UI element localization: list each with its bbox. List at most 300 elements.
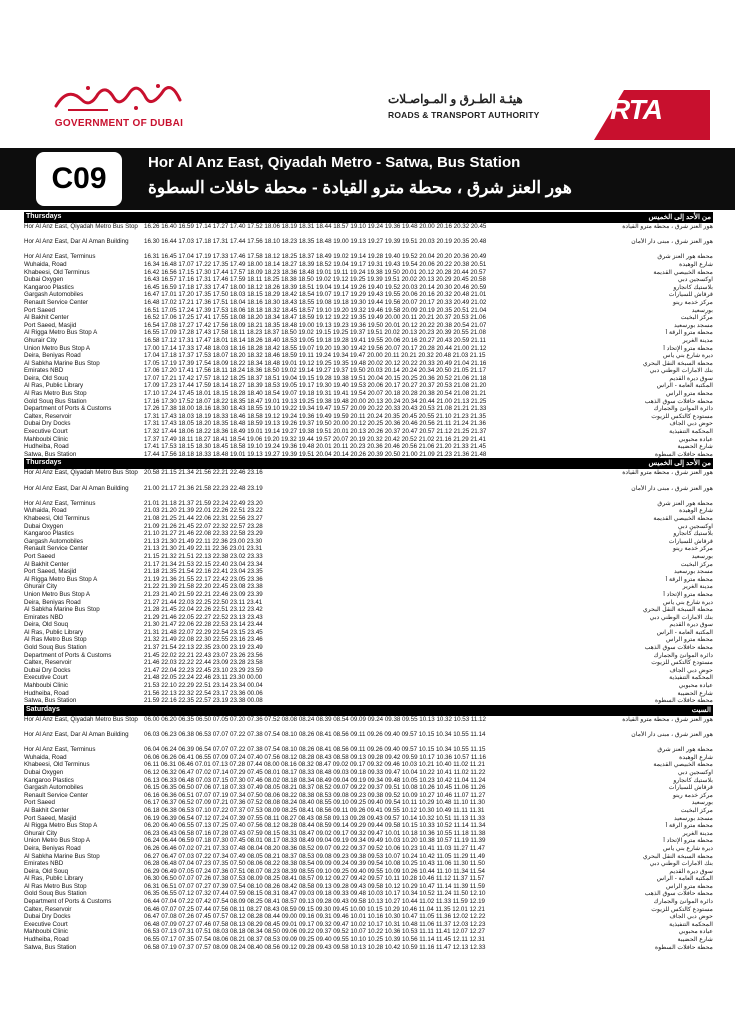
stop-name-arabic: اوكسجين دبي xyxy=(677,768,713,776)
stop-name-english: Al Bakhit Center xyxy=(24,314,69,322)
stop-name-arabic: شارع الوهيدة xyxy=(679,260,713,268)
departure-times: 06.44 07.04 07.22 07.42 07.54 08.09 08.25 08.41 08.57 09.13 09.28 09.43 09.58 10.13 10.27 10.44 11.02 11.33 11.59 12.19 xyxy=(144,898,485,906)
table-row xyxy=(24,697,713,705)
departure-times: 21.29 21.46 22.05 22.27 22.52 23.13 23.43 xyxy=(144,613,263,621)
stop-name-arabic: محطة حافلات السطوة xyxy=(655,450,713,458)
stop-name-arabic: حوض دبي الجاف xyxy=(669,913,713,921)
departure-times: 06.03 06.23 06.38 06.53 07.07 07.22 07.38 07.54 08.10 08.26 08.41 08.56 09.11 09.26 09.40 09.57 10.15 10.34 10.55 11.14 xyxy=(144,731,486,738)
stop-name-english: Deira, Beniyas Road xyxy=(24,598,81,606)
stop-name-english: Executive Court xyxy=(24,920,68,928)
stop-name-arabic: دائرة الموانئ والجمارك xyxy=(653,898,713,906)
departure-times: 06.47 07.08 07.26 07.45 07.57 08.12 08.28 08.44 09.00 09.16 09.31 09.46 10.01 10.16 10.30 10.47 11.05 11.36 12.02 12.22 xyxy=(144,913,486,921)
departure-times: 06.26 06.46 07.02 07.21 07.33 07.48 08.04 08.20 08.36 08.52 09.07 09.22 09.37 09.52 10.06 10.23 10.41 11.03 11.27 11.47 xyxy=(144,844,485,852)
departure-times: 17.05 17.19 17.39 17.54 18.09 18.22 18.34 18.48 19.01 19.12 19.25 19.35 19.48 20.02 20.12 20.22 20.33 20.49 21.04 21.16 xyxy=(144,359,487,367)
stop-name-english: Hor Al Anz East, Dar Al Aman Building xyxy=(24,238,129,246)
departure-times: 06.31 06.51 07.07 07.27 07.39 07.54 08.10 08.26 08.42 08.58 09.13 09.28 09.43 09.58 10.12 10.29 10.47 11.14 11.39 11.59 xyxy=(144,882,485,890)
stop-name-arabic: هور العنز شرق ، محطة مترو القيادة xyxy=(622,223,713,230)
table-row xyxy=(24,667,713,675)
table-row xyxy=(24,716,713,731)
table-row xyxy=(24,659,713,667)
stop-name-arabic: مركز خدمة رينو xyxy=(672,298,713,306)
table-row xyxy=(24,367,713,375)
stop-name-english: Dubai Dry Docks xyxy=(24,420,71,428)
stop-name-arabic: عيادة محبوبي xyxy=(678,435,713,443)
stop-name-arabic: مدينة الغرير xyxy=(682,583,713,591)
stop-name-arabic: مركز خدمة رينو xyxy=(672,545,713,553)
stop-name-arabic: مستودع كالتكس للزيوت xyxy=(651,412,713,420)
stop-name-arabic: قرقاش للسيارات xyxy=(668,784,713,792)
departure-times: 06.24 06.44 06.59 07.18 07.30 07.45 08.01 08.17 08.33 08.49 09.04 09.19 09.34 09.49 10.03 10.20 10.38 10.57 11.19 11.39 xyxy=(144,837,486,845)
schedule-day-header xyxy=(24,458,713,469)
rta-badge-text: RTA xyxy=(610,94,662,125)
table-row xyxy=(24,769,713,777)
table-row xyxy=(24,530,713,538)
stop-name-arabic: محطة حافلات السطوة xyxy=(655,943,713,951)
day-label-english: Thursdays xyxy=(26,459,62,467)
stop-name-english: Caltex, Reservoir xyxy=(24,412,72,420)
stop-name-arabic: ديرة شارع بني ياس xyxy=(663,352,713,360)
departure-times: 17.37 17.49 18.11 18.27 18.41 18.54 19.06 19.20 19.32 19.44 19.57 20.07 20.19 20.32 20.42 20.52 21.02 21.16 21.29 21.41 xyxy=(144,435,486,443)
table-row xyxy=(24,621,713,629)
stop-name-english: Al Sabkha Marine Bus Stop xyxy=(24,606,100,614)
stop-name-english: Gargash Automobiles xyxy=(24,784,84,792)
table-row xyxy=(24,223,713,238)
stop-name-arabic: محطة هور العنز شرق xyxy=(657,499,713,507)
table-row xyxy=(24,538,713,546)
departure-times: 17.26 17.38 18.00 18.16 18.30 18.43 18.55 19.10 19.22 19.34 19.47 19.57 20.09 20.22 20.33 20.43 20.53 21.08 21.21 21.33 xyxy=(144,405,487,413)
day-label-arabic: من الأحد إلى الخميس xyxy=(648,460,711,468)
departure-times: 06.16 06.36 06.51 07.07 07.19 07.34 07.50 08.06 08.22 08.38 08.53 09.08 09.23 09.38 09.52 10.09 10.27 10.46 11.07 11.27 xyxy=(144,791,486,799)
stop-name-arabic: شارع الحضيبة xyxy=(677,936,713,944)
stop-name-english: Hor Al Anz East, Qiyadah Metro Bus Stop xyxy=(24,715,138,723)
day-label-arabic: السبت xyxy=(691,706,711,714)
schedule-section xyxy=(24,458,713,704)
departure-times: 06.17 06.37 06.52 07.09 07.21 07.36 07.52 08.08 08.24 08.40 08.55 09.10 09.25 09.40 09.54 10.11 10.29 10.48 11.10 11.30 xyxy=(144,799,485,807)
table-row xyxy=(24,428,713,436)
table-row xyxy=(24,754,713,762)
table-row xyxy=(24,868,713,876)
table-row xyxy=(24,606,713,614)
table-row xyxy=(24,682,713,690)
table-row xyxy=(24,545,713,553)
stop-name-arabic: هور العنز شرق ، محطة مترو القيادة xyxy=(622,715,713,723)
stop-name-arabic: بورسعيد xyxy=(691,799,713,807)
stop-name-english: Hor Al Anz East, Qiyadah Metro Bus Stop xyxy=(24,223,138,230)
departure-times: 21.37 21.54 22.13 22.35 23.00 23.19 23.49 xyxy=(144,644,263,652)
stop-name-arabic: مستودع كالتكس للزيوت xyxy=(651,659,713,667)
table-row xyxy=(24,413,713,421)
stop-name-arabic: محطة مترو الراس xyxy=(665,636,713,644)
stop-name-english: Al Bakhit Center xyxy=(24,560,69,568)
stop-name-arabic: محطة حافلات سوق الذهب xyxy=(644,397,713,405)
stop-name-english: Deira, Old Souq xyxy=(24,867,69,875)
stop-name-arabic: بنك الامارات الوطني دبي xyxy=(649,613,713,621)
stop-name-english: Al Sabkha Marine Bus Stop xyxy=(24,359,100,367)
stop-name-english: Hor Al Anz East, Dar Al Aman Building xyxy=(24,731,129,738)
departure-times: 06.27 06.47 07.03 07.22 07.34 07.49 08.05 08.21 08.37 08.53 09.08 09.23 09.38 09.53 10.07 10.24 10.42 11.05 11.29 11.49 xyxy=(144,852,485,860)
table-row xyxy=(24,875,713,883)
departure-times: 06.20 06.40 06.55 07.13 07.25 07.40 07.56 08.12 08.28 08.44 08.59 09.14 09.29 09.44 09.58 10.15 10.33 10.52 11.14 11.34 xyxy=(144,822,486,830)
table-row xyxy=(24,307,713,315)
stop-name-english: Ghurair City xyxy=(24,583,58,591)
table-row xyxy=(24,936,713,944)
stop-name-english: Union Metro Bus Stop A xyxy=(24,837,91,845)
table-row xyxy=(24,314,713,322)
table-row xyxy=(24,583,713,591)
timetable xyxy=(24,212,713,951)
departure-times: 06.04 06.24 06.39 06.54 07.07 07.22 07.38 07.54 08.10 08.26 08.41 08.56 09.11 09.26 09.40 09.57 10.15 10.34 10.55 11.15 xyxy=(144,746,486,754)
departure-times: 06.46 07.07 07.25 07.44 07.56 08.11 08.27 08.43 08.59 09.15 09.30 09.45 10.00 10.15 10.29 10.46 11.04 11.35 12.01 12.21 xyxy=(144,905,485,913)
table-row xyxy=(24,890,713,898)
table-row xyxy=(24,636,713,644)
table-row xyxy=(24,500,713,508)
stop-name-arabic: محطة مترو الرقة أ xyxy=(665,329,713,337)
stop-name-english: Port Saeed xyxy=(24,552,55,560)
table-row xyxy=(24,360,713,368)
stop-name-arabic: دائرة الموانئ والجمارك xyxy=(653,651,713,659)
table-row xyxy=(24,485,713,500)
departure-times: 21.22 21.39 21.58 22.20 22.45 23.08 23.38 xyxy=(144,583,263,591)
table-row xyxy=(24,451,713,459)
departure-times: 17.09 17.23 17.44 17.59 18.14 18.27 18.39 18.53 19.05 19.17 19.30 19.40 19.53 20.06 20.17 20.27 20.37 20.53 21.08 21.20 xyxy=(144,382,487,390)
departure-times: 21.53 22.10 22.29 22.51 23.14 23.34 00.04 xyxy=(144,682,263,690)
stop-name-arabic: بنك الامارات الوطني دبي xyxy=(649,860,713,868)
table-row xyxy=(24,944,713,952)
departure-times: 17.31 17.43 18.03 18.19 18.33 18.46 18.58 19.12 19.24 19.36 19.49 19.59 20.11 20.24 20.35 20.45 20.55 21.10 21.23 21.35 xyxy=(144,412,486,420)
departure-times: 21.45 22.02 22.21 22.43 23.07 23.26 23.56 xyxy=(144,651,263,659)
departure-times: 21.18 21.35 21.54 22.16 22.41 23.04 23.35 xyxy=(144,568,263,576)
table-row xyxy=(24,614,713,622)
table-row xyxy=(24,652,713,660)
stop-name-arabic: المكتبة العامة - الراس xyxy=(656,382,713,390)
table-row xyxy=(24,928,713,936)
stop-name-arabic: قرقاش للسيارات xyxy=(668,537,713,545)
table-row xyxy=(24,576,713,584)
table-row xyxy=(24,644,713,652)
stop-name-english: Executive Court xyxy=(24,674,68,682)
stop-name-english: Caltex, Reservoir xyxy=(24,905,72,913)
route-title-arabic: هور العنز شرق ، محطة مترو القيادة - محطة حافلات السطوة xyxy=(148,178,572,197)
stop-name-arabic: محطة مترو الرقة أ xyxy=(665,822,713,830)
stop-name-english: Gold Souq Bus Station xyxy=(24,644,87,652)
departure-times: 20.58 21.15 21.34 21.56 22.21 22.46 23.16 xyxy=(144,469,263,477)
stop-name-arabic: ديرة شارع بني ياس xyxy=(663,598,713,606)
rta-logo xyxy=(388,90,710,140)
table-row xyxy=(24,837,713,845)
departure-times: 17.44 17.56 18.18 18.33 18.48 19.01 19.13 19.27 19.39 19.51 20.04 20.14 20.26 20.39 20.50 21.00 21.09 21.23 21.36 21.48 xyxy=(144,450,487,458)
table-row xyxy=(24,883,713,891)
stop-name-english: Hor Al Anz East, Terminus xyxy=(24,253,96,261)
stop-name-english: Dubai Dry Docks xyxy=(24,913,71,921)
table-row xyxy=(24,436,713,444)
stop-name-english: Ghurair City xyxy=(24,336,58,344)
stop-name-arabic: محطة حافلات السطوة xyxy=(655,697,713,705)
table-row xyxy=(24,845,713,853)
departure-times: 06.29 06.49 07.05 07.24 07.36 07.51 08.07 08.23 08.39 08.55 09.10 09.25 09.40 09.55 10.09 10.26 10.44 11.10 11.34 11.54 xyxy=(144,867,485,875)
route-banner xyxy=(0,148,735,210)
stop-name-english: Al Ras Metro Bus Stop xyxy=(24,390,87,398)
departure-times: 06.48 07.09 07.27 07.46 07.58 08.13 08.29 08.45 09.01 09.17 09.32 09.47 10.02 10.17 10.31 10.48 11.06 11.37 12.03 12.23 xyxy=(144,920,486,928)
departure-times: 16.54 17.08 17.27 17.42 17.56 18.09 18.21 18.35 18.48 19.00 19.13 19.23 19.36 19.50 20.01 20.12 20.22 20.38 20.54 21.07 xyxy=(144,321,487,329)
stop-name-english: Port Saeed, Masjid xyxy=(24,321,77,329)
day-label-english: Thursdays xyxy=(26,213,62,220)
stop-name-arabic: محطة مترو الراس xyxy=(665,882,713,890)
table-row xyxy=(24,913,713,921)
table-row xyxy=(24,398,713,406)
stop-name-arabic: بنك الامارات الوطني دبي xyxy=(649,367,713,375)
departure-times: 21.47 22.04 22.23 22.45 23.10 23.29 23.59 xyxy=(144,666,263,674)
stop-name-arabic: مركز البخيت xyxy=(680,806,713,814)
departure-times: 06.00 06.20 06.35 06.50 07.05 07.20 07.36 07.52 08.08 08.24 08.39 08.54 09.09 09.24 09.38 09.55 10.13 10.32 10.53 11.12 xyxy=(144,715,486,723)
stop-name-english: Port Saeed xyxy=(24,799,55,807)
departure-times: 06.58 07.19 07.37 07.57 08.09 08.24 08.40 08.56 09.12 09.28 09.43 09.58 10.13 10.28 10.42 10.59 11.16 11.47 12.13 12.33 xyxy=(144,943,486,951)
stop-name-english: Mahboubi Clinic xyxy=(24,435,69,443)
stop-name-english: Dubai Oxygen xyxy=(24,768,64,776)
stop-name-english: Emirates NBD xyxy=(24,860,64,868)
stop-name-arabic: محطة هور العنز شرق xyxy=(657,746,713,754)
stop-name-arabic: مركز خدمة رينو xyxy=(672,791,713,799)
stop-name-arabic: سوق ديرة القديم xyxy=(669,374,713,382)
stop-name-english: Hudheiba, Road xyxy=(24,443,69,451)
departure-times: 06.06 06.26 06.41 06.55 07.09 07.24 07.40 07.56 08.12 08.28 08.43 08.58 09.13 09.28 09.42 09.59 10.17 10.36 10.57 11.16 xyxy=(144,753,486,761)
stop-name-arabic: محطة السبخة النقل البحري xyxy=(642,852,713,860)
stop-name-english: Renault Service Center xyxy=(24,791,88,799)
stop-name-english: Deira, Beniyas Road xyxy=(24,844,81,852)
departure-times: 21.13 21.30 21.49 22.11 22.36 23.00 23.30 xyxy=(144,537,263,545)
stop-name-english: Dubai Dry Docks xyxy=(24,666,71,674)
table-row xyxy=(24,629,713,637)
stop-name-english: Dubai Oxygen xyxy=(24,276,64,284)
stop-name-arabic: محطة حافلات سوق الذهب xyxy=(644,644,713,652)
stop-name-arabic: بلاستيك كانجارو xyxy=(673,530,713,538)
rta-english-name: ROADS & TRANSPORT AUTHORITY xyxy=(388,110,540,120)
table-row xyxy=(24,515,713,523)
stop-name-arabic: عيادة محبوبي xyxy=(678,928,713,936)
stop-name-arabic: هور العنز شرق ، مبنى دار الأمان xyxy=(631,731,713,738)
stop-name-arabic: مسجد بورسعيد xyxy=(674,814,713,822)
stop-name-english: Al Sabkha Marine Bus Stop xyxy=(24,852,100,860)
stop-name-arabic: محطة هور العنز شرق xyxy=(657,253,713,261)
departure-times: 17.41 17.53 18.15 18.30 18.45 18.58 19.10 19.24 19.36 19.48 20.01 20.11 20.23 20.36 20.46 20.56 21.06 21.20 21.33 21.45 xyxy=(144,443,486,451)
stop-name-english: Wuhaida, Road xyxy=(24,260,67,268)
schedule-section xyxy=(24,705,713,951)
table-row xyxy=(24,345,713,353)
table-row xyxy=(24,553,713,561)
table-row xyxy=(24,822,713,830)
stop-name-english: Al Ras Metro Bus Stop xyxy=(24,882,87,890)
stop-name-english: Deira, Old Souq xyxy=(24,374,69,382)
stop-name-english: Al Rigga Metro Bus Stop A xyxy=(24,575,98,583)
table-row xyxy=(24,921,713,929)
departure-times: 17.32 17.44 18.06 18.22 18.36 18.49 19.01 19.14 19.27 19.38 19.51 20.01 20.13 20.26 20.37 20.47 20.57 21.12 21.25 21.37 xyxy=(144,428,487,436)
table-row xyxy=(24,784,713,792)
stop-name-arabic: شارع الحضيبة xyxy=(677,443,713,451)
departure-times: 21.19 21.36 21.55 22.17 22.42 23.05 23.36 xyxy=(144,575,263,583)
stop-name-english: Hor Al Anz East, Terminus xyxy=(24,746,96,754)
departure-times: 21.17 21.34 21.53 22.15 22.40 23.04 23.34 xyxy=(144,560,263,568)
stop-name-english: Gargash Automobiles xyxy=(24,537,84,545)
route-number: C09 xyxy=(36,152,122,206)
departure-times: 21.28 21.45 22.04 22.26 22.51 23.12 23.42 xyxy=(144,606,263,614)
stop-name-english: Dubai Oxygen xyxy=(24,522,64,530)
table-row xyxy=(24,420,713,428)
stop-name-english: Wuhaida, Road xyxy=(24,753,67,761)
departure-times: 21.30 21.47 22.06 22.28 22.53 23.14 23.44 xyxy=(144,621,263,629)
stop-name-english: Khabeesi, Old Terminus xyxy=(24,761,90,769)
stop-name-english: Al Ras Metro Bus Stop xyxy=(24,636,87,644)
departure-times: 16.45 16.59 17.18 17.33 17.47 18.00 18.12 18.26 18.39 18.51 19.04 19.14 19.26 19.40 19.52 20.03 20.14 20.30 20.46 20.59 xyxy=(144,283,487,291)
stop-name-arabic: محطة مترو الإتحاد أ xyxy=(663,590,713,598)
table-row xyxy=(24,906,713,914)
stop-name-arabic: المكتبة العامة - الراس xyxy=(656,875,713,883)
table-row xyxy=(24,276,713,284)
departure-times: 17.10 17.24 17.45 18.01 18.15 18.28 18.40 18.54 19.07 19.18 19.31 19.41 19.54 20.07 20.18 20.28 20.38 20.54 21.08 21.21 xyxy=(144,390,487,398)
stop-name-english: Kangaroo Plastics xyxy=(24,776,74,784)
stop-name-arabic: مركز البخيت xyxy=(680,560,713,568)
stop-name-english: Port Saeed, Masjid xyxy=(24,568,77,576)
departure-times: 17.00 17.14 17.33 17.48 18.03 18.16 18.28 18.42 18.55 19.07 19.20 19.30 19.42 19.56 20.07 20.17 20.28 20.44 21.00 21.12 xyxy=(144,344,487,352)
table-row xyxy=(24,591,713,599)
stop-name-english: Emirates NBD xyxy=(24,367,64,375)
stop-name-english: Department of Ports & Customs xyxy=(24,405,112,413)
schedule-day-header xyxy=(24,212,713,223)
government-of-dubai-logo xyxy=(44,80,194,130)
departure-times: 06.15 06.35 06.50 07.06 07.18 07.33 07.49 08.05 08.21 08.37 08.52 09.07 09.22 09.37 09.51 10.08 10.26 10.45 11.06 11.26 xyxy=(144,784,486,792)
stop-name-arabic: محطة الخبيصي القديمة xyxy=(653,514,713,522)
table-row xyxy=(24,291,713,299)
stop-name-english: Port Saeed, Masjid xyxy=(24,814,77,822)
table-row xyxy=(24,507,713,515)
stop-name-english: Mahboubi Clinic xyxy=(24,682,69,690)
stop-name-english: Kangaroo Plastics xyxy=(24,530,74,538)
departure-times: 21.31 21.48 22.07 22.29 22.54 23.15 23.45 xyxy=(144,628,263,636)
departure-times: 06.28 06.48 07.04 07.23 07.35 07.50 08.06 08.22 08.38 08.54 09.09 09.24 09.39 09.54 10.08 10.25 10.43 11.06 11.30 11.50 xyxy=(144,860,485,868)
table-row xyxy=(24,523,713,531)
stop-name-arabic: المحكمة التنفيذية xyxy=(669,428,713,436)
stop-name-arabic: محطة مترو الإتحاد أ xyxy=(663,837,713,845)
stop-name-arabic: مركز البخيت xyxy=(680,314,713,322)
stop-name-arabic: المحكمة التنفيذية xyxy=(669,920,713,928)
table-row xyxy=(24,269,713,277)
stop-name-english: Hor Al Anz East, Terminus xyxy=(24,499,96,507)
departure-times: 17.06 17.20 17.41 17.56 18.11 18.24 18.36 18.50 19.02 19.14 19.27 19.37 19.50 20.03 20.14 20.24 20.34 20.50 21.05 21.17 xyxy=(144,367,486,375)
stop-name-arabic: مدينة الغرير xyxy=(682,336,713,344)
table-row xyxy=(24,337,713,345)
schedule-section xyxy=(24,212,713,458)
table-row xyxy=(24,561,713,569)
table-row xyxy=(24,746,713,754)
departure-times: 21.56 22.13 22.32 22.54 23.17 23.36 00.06 xyxy=(144,689,263,697)
stop-name-arabic: محطة السبخة النقل البحري xyxy=(642,606,713,614)
stop-name-arabic: بورسعيد xyxy=(691,552,713,560)
table-row xyxy=(24,238,713,253)
departure-times: 16.48 17.02 17.21 17.36 17.51 18.04 18.16 18.30 18.43 18.55 19.08 19.18 19.30 19.44 19.56 20.07 20.17 20.33 20.49 21.02 xyxy=(144,298,487,306)
stop-name-english: Port Saeed xyxy=(24,306,55,314)
table-row xyxy=(24,761,713,769)
day-label-english: Saturdays xyxy=(26,705,60,713)
departure-times: 16.47 17.01 17.20 17.35 17.50 18.03 18.15 18.29 18.42 18.54 19.07 19.17 19.29 19.43 19.55 20.06 20.16 20.32 20.48 21.01 xyxy=(144,291,487,299)
stop-name-english: Union Metro Bus Stop A xyxy=(24,590,91,598)
table-row xyxy=(24,807,713,815)
stop-name-arabic: بلاستيك كانجارو xyxy=(673,776,713,784)
stop-name-arabic: سوق ديرة القديم xyxy=(669,621,713,629)
departure-times: 16.42 16.56 17.15 17.30 17.44 17.57 18.09 18.23 18.36 18.48 19.01 19.11 19.24 19.38 19.50 20.01 20.12 20.28 20.44 20.57 xyxy=(144,268,486,276)
stop-name-english: Hor Al Anz East, Dar Al Aman Building xyxy=(24,484,129,492)
stop-name-english: Kangaroo Plastics xyxy=(24,283,74,291)
stop-name-arabic: دائرة الموانئ والجمارك xyxy=(653,405,713,413)
stop-name-arabic: حوض دبي الجاف xyxy=(669,666,713,674)
schedule-day-header xyxy=(24,705,713,716)
government-of-dubai-text: GOVERNMENT OF DUBAI xyxy=(54,118,184,129)
table-row xyxy=(24,830,713,838)
stop-name-arabic: مستودع كالتكس للزيوت xyxy=(651,905,713,913)
table-row xyxy=(24,261,713,269)
stop-name-english: Renault Service Center xyxy=(24,298,88,306)
departure-times: 21.48 22.05 22.24 22.46 23.11 23.30 00.00 xyxy=(144,674,263,682)
departure-times: 21.32 21.49 22.08 22.30 22.55 23.16 23.46 xyxy=(144,636,263,644)
stop-name-english: Al Rigga Metro Bus Stop A xyxy=(24,329,98,337)
departure-times: 17.04 17.18 17.37 17.53 18.07 18.20 18.32 18.46 18.59 19.11 19.24 19.34 19.47 20.00 20.11 20.21 20.32 20.48 21.03 21.15 xyxy=(144,352,486,360)
table-row xyxy=(24,792,713,800)
table-row xyxy=(24,469,713,484)
departure-times: 06.18 06.38 06.53 07.10 07.22 07.37 07.53 08.09 08.25 08.41 08.56 09.11 09.26 09.41 09.55 10.12 10.30 10.49 11.11 11.31 xyxy=(144,806,485,814)
departure-times: 06.11 06.31 06.46 07.01 07.13 07.28 07.44 08.00 08.16 08.32 08.47 09.02 09.17 09.32 09.46 10.03 10.21 10.40 11.02 11.21 xyxy=(144,761,485,769)
stop-name-english: Mahboubi Clinic xyxy=(24,928,69,936)
day-label-arabic: من الأحد إلى الخميس xyxy=(648,214,711,221)
departure-times: 21.23 21.40 21.59 22.21 22.46 23.09 23.39 xyxy=(144,590,263,598)
departure-times: 16.51 17.05 17.24 17.39 17.53 18.06 18.18 18.32 18.45 18.57 19.10 19.20 19.32 19.46 19.58 20.09 20.19 20.35 20.51 21.04 xyxy=(144,306,487,314)
stop-name-english: Hor Al Anz East, Qiyadah Metro Bus Stop xyxy=(24,469,138,477)
table-row xyxy=(24,599,713,607)
stop-name-arabic: محطة السبخة النقل البحري xyxy=(642,359,713,367)
stop-name-english: Khabeesi, Old Terminus xyxy=(24,268,90,276)
departure-times: 21.00 21.17 21.36 21.58 22.23 22.48 23.19 xyxy=(144,484,263,492)
stop-name-arabic: سوق ديرة القديم xyxy=(669,867,713,875)
departure-times: 06.53 07.13 07.31 07.51 08.03 08.18 08.34 08.50 09.06 09.22 09.37 09.52 10.07 10.22 10.36 10.53 11.11 11.41 12.07 12.27 xyxy=(144,928,485,936)
stop-name-english: Ghurair City xyxy=(24,829,58,837)
table-row xyxy=(24,443,713,451)
table-row xyxy=(24,674,713,682)
stop-name-english: Emirates NBD xyxy=(24,613,64,621)
stop-name-english: Gold Souq Bus Station xyxy=(24,397,87,405)
table-row xyxy=(24,329,713,337)
stop-name-english: Union Metro Bus Stop A xyxy=(24,344,91,352)
departure-times: 06.12 06.32 06.47 07.02 07.14 07.29 07.45 08.01 08.17 08.33 08.48 09.03 09.18 09.33 09.47 10.04 10.22 10.41 11.02 11.22 xyxy=(144,768,486,776)
table-row xyxy=(24,284,713,292)
stop-name-arabic: مسجد بورسعيد xyxy=(674,321,713,329)
departure-times: 16.58 17.12 17.31 17.47 18.01 18.14 18.26 18.40 18.53 19.05 19.18 19.28 19.41 19.55 20.06 20.16 20.27 20.43 20.59 21.11 xyxy=(144,336,486,344)
table-row xyxy=(24,860,713,868)
rta-arabic-name: هيئـة الطـرق و المـواصـلات xyxy=(388,92,523,106)
stop-name-english: Satwa, Bus Station xyxy=(24,697,77,705)
stop-name-english: Al Bakhit Center xyxy=(24,806,69,814)
table-row xyxy=(24,853,713,861)
departure-times: 21.01 21.18 21.37 21.59 22.24 22.49 23.20 xyxy=(144,499,263,507)
departure-times: 16.31 16.45 17.04 17.19 17.33 17.46 17.58 18.12 18.25 18.37 18.49 19.02 19.14 19.28 19.40 19.52 20.04 20.20 20.36 20.49 xyxy=(144,253,487,261)
table-row xyxy=(24,898,713,906)
departure-times: 21.09 21.26 21.45 22.07 22.32 22.57 23.28 xyxy=(144,522,263,530)
departure-times: 06.13 06.33 06.48 07.03 07.15 07.30 07.46 08.02 08.18 08.34 08.49 09.04 09.19 09.34 09.48 10.05 10.23 10.42 11.04 11.24 xyxy=(144,776,486,784)
stop-name-english: Hudheiba, Road xyxy=(24,936,69,944)
departure-times: 21.13 21.30 21.49 22.11 22.36 23.01 23.31 xyxy=(144,545,263,553)
stop-name-arabic: مدينة الغرير xyxy=(682,829,713,837)
stop-name-arabic: بلاستيك كانجارو xyxy=(673,283,713,291)
stop-name-english: Al Ras, Public Library xyxy=(24,382,84,390)
stop-name-arabic: محطة مترو الرقة أ xyxy=(665,575,713,583)
table-row xyxy=(24,253,713,261)
departure-times: 17.07 17.21 17.42 17.57 18.12 18.25 18.37 18.51 19.04 19.15 19.28 19.38 19.51 20.04 20.15 20.25 20.36 20.52 21.06 21.18 xyxy=(144,374,487,382)
stop-name-english: Khabeesi, Old Terminus xyxy=(24,514,90,522)
